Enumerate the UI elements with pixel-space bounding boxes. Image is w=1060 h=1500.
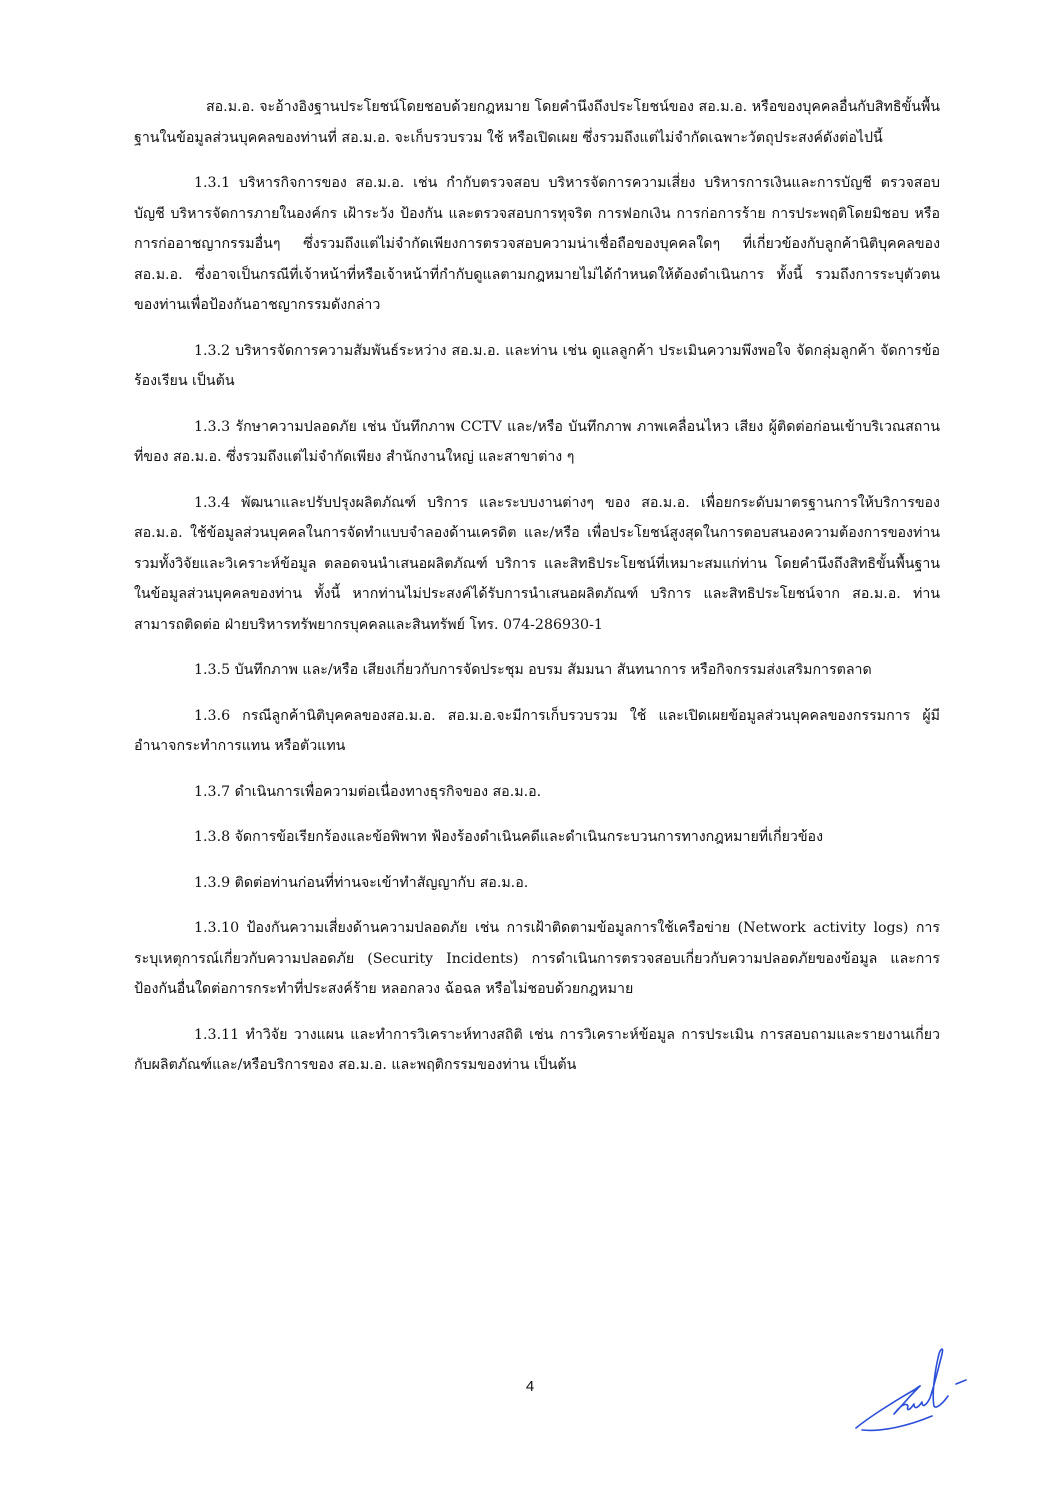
paragraph-1-3-2: 1.3.2 บริหารจัดการความสัมพันธ์ระหว่าง สอ.ม.อ. และท่าน เช่น ดูแลลูกค้า ประเมินความพึงพอใจ จัดกลุ่มลูกค้า จัดการข้อร้องเรียน เป็นต้น [134,342,940,389]
signature-stroke [862,1416,932,1430]
page-number: 4 [525,1378,535,1395]
paragraph-1-3-1: 1.3.1 บริหารกิจการของ สอ.ม.อ. เช่น กำกับตรวจสอบ บริหารจัดการความเสี่ยง บริหารการเงินและการบัญชี ตรวจสอบบัญชี บริหารจัดการภายในองค์กร เฝ้าระวัง ป้องกัน และตรวจสอบการทุจริต การฟอกเงิน การก่อการร้าย การประพฤติโดยมิชอบ หรือการก่ออาชญากรรมอื่นๆ ซึ่งรวมถึงแต่ไม่จำกัดเพียงการตรวจสอบความน่าเชื่อถือของบุคคลใดๆ ที่เกี่ยวข้องกับลูกค้านิติบุคคลของ สอ.ม.อ. ซึ่งอาจเป็นกรณีที่เจ้าหน้าที่หรือเจ้าหน้าที่กำกับดูแลตามกฎหมายไม่ได้กำหนดให้ต้องดำเนินการ ทั้งนี้ รวมถึงการระบุตัวตนของท่านเพื่อป้องกันอาชญากรรมดังกล่าว [134,175,940,313]
signature-strokes [856,1349,966,1430]
paragraph-1-3-8: 1.3.8 จัดการข้อเรียกร้องและข้อพิพาท ฟ้องร้องดำเนินคดีและดำเนินกระบวนการทางกฎหมายที่เกี่ยวข้อง [194,829,824,845]
paragraph-1-3-9: 1.3.9 ติดต่อท่านก่อนที่ท่านจะเข้าทำสัญญากับ สอ.ม.อ. [194,874,529,891]
paragraph-1-3-7: 1.3.7 ดำเนินการเพื่อความต่อเนื่องทางธุรกิจของ สอ.ม.อ. [194,783,542,800]
paragraph-1-3-10: 1.3.10 ป้องกันความเสี่ยงด้านความปลอดภัย เช่น การเฝ้าติดตามข้อมูลการใช้เครือข่าย (Network activity logs) การระบุเหตุการณ์เกี่ยวกับความปลอดภัย (Security Incidents) การดำเนินการตรวจสอบเกี่ยวกับความปลอดภัยของข้อมูล และการป้องกันอื่นใดต่อการกระทำที่ประสงค์ร้าย หลอกลวง ฉ้อฉล หรือไม่ชอบด้วยกฎหมาย [134,920,940,997]
signature-stroke [856,1349,948,1428]
document-body [134,92,940,1096]
signature-stroke [956,1380,966,1384]
paragraph-1-3-5: 1.3.5 บันทึกภาพ และ/หรือ เสียงเกี่ยวกับการจัดประชุม อบรม สัมมนา สันทนาการ หรือกิจกรรมส่งเสริมการตลาด [194,662,872,678]
paragraph-1-3-11: 1.3.11 ทำวิจัย วางแผน และทำการวิเคราะห์ทางสถิติ เช่น การวิเคราะห์ข้อมูล การประเมิน การสอบถามและรายงานเกี่ยวกับผลิตภัณฑ์และ/หรือบริการของ สอ.ม.อ. และพฤติกรรมของท่าน เป็นต้น [134,1026,940,1073]
paragraph-1-3-3: 1.3.3 รักษาความปลอดภัย เช่น บันทึกภาพ CCTV และ/หรือ บันทึกภาพ ภาพเคลื่อนไหว เสียง ผู้ติดต่อก่อนเข้าบริเวณสถานที่ของ สอ.ม.อ. ซึ่งรวมถึงแต่ไม่จำกัดเพียง สำนักงานใหญ่ และสาขาต่าง ๆ [134,418,940,465]
paragraph-1-3-4: 1.3.4 พัฒนาและปรับปรุงผลิตภัณฑ์ บริการ และระบบงานต่างๆ ของ สอ.ม.อ. เพื่อยกระดับมาตรฐานการให้บริการของ สอ.ม.อ. ใช้ข้อมูลส่วนบุคคลในการจัดทำแบบจำลองด้านเครดิต และ/หรือ เพื่อประโยชน์สูงสุดในการตอบสนองความต้องการของท่าน รวมทั้งวิจัยและวิเคราะห์ข้อมูล ตลอดจนนำเสนอผลิตภัณฑ์ บริการ และสิทธิประโยชน์ที่เหมาะสมแก่ท่าน โดยคำนึงถึงสิทธิขั้นพื้นฐานในข้อมูลส่วนบุคคลของท่าน ทั้งนี้ หากท่านไม่ประสงค์ได้รับการนำเสนอผลิตภัณฑ์ บริการ และสิทธิประโยชน์จาก สอ.ม.อ. ท่านสามารถติดต่อ ฝ่ายบริหารทรัพยากรบุคคลและสินทรัพย์ โทร. 074-286930-1 [134,494,940,633]
signature-image [848,1340,978,1435]
intro-paragraph: สอ.ม.อ. จะอ้างอิงฐานประโยชน์โดยชอบด้วยกฎหมาย โดยคำนึงถึงประโยชน์ของ สอ.ม.อ. หรือของบุคคลอื่นกับสิทธิขั้นพื้นฐานในข้อมูลส่วนบุคคลของท่านที่ สอ.ม.อ. จะเก็บรวบรวม ใช้ หรือเปิดเผย ซึ่งรวมถึงแต่ไม่จำกัดเฉพาะวัตถุประสงค์ดังต่อไปนี้ [134,99,940,146]
paragraph-1-3-6: 1.3.6 กรณีลูกค้านิติบุคคลของสอ.ม.อ. สอ.ม.อ.จะมีการเก็บรวบรวม ใช้ และเปิดเผยข้อมูลส่วนบุคคลของกรรมการ ผู้มีอำนาจกระทำการแทน หรือตัวแทน [134,707,940,754]
